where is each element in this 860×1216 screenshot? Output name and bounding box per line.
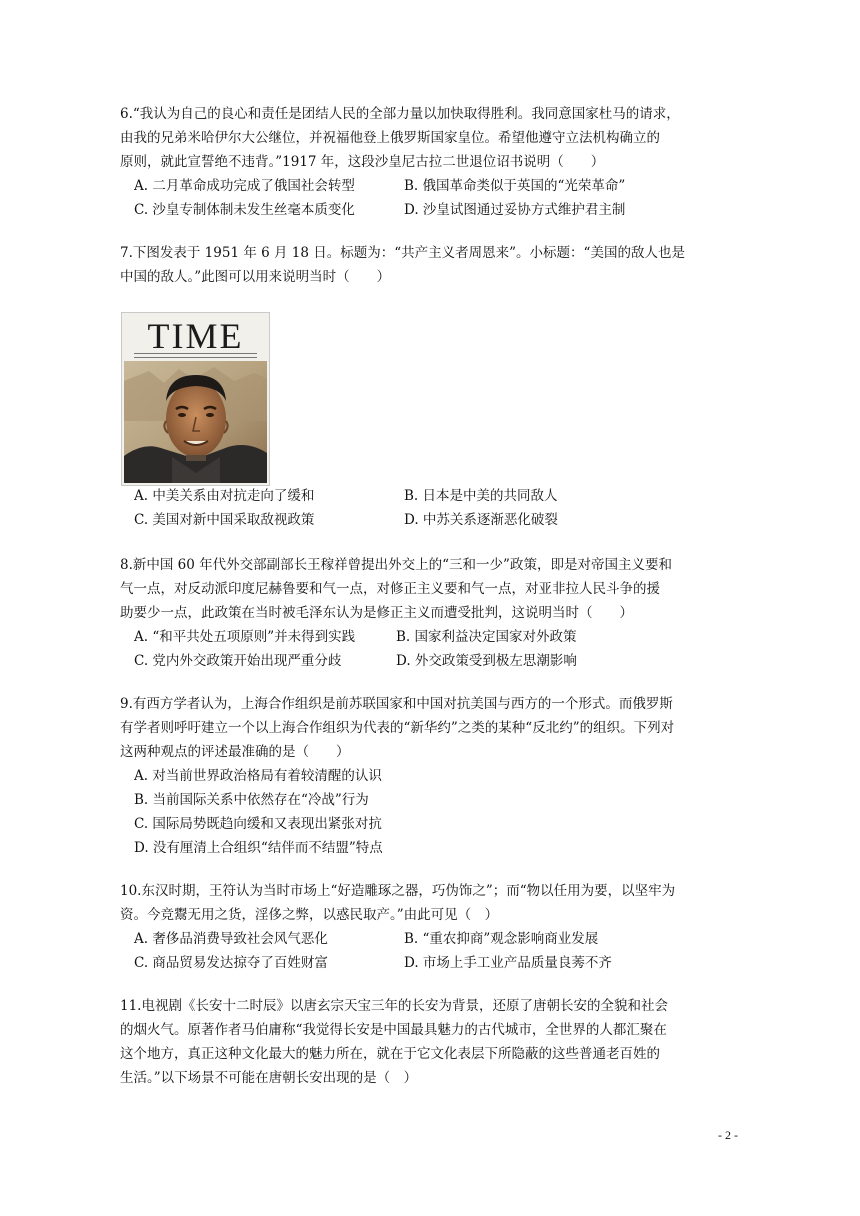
question-7-stem [120, 241, 740, 289]
question-text-line: 8.新中国 60 年代外交部副部长王稼祥曾提出外交上的“三和一少”政策，即是对帝国主义要和 [120, 557, 672, 573]
option-d[interactable]: D. 中苏关系逐渐恶化破裂 [404, 512, 558, 528]
option-c[interactable]: C. 党内外交政策开始出现严重分歧 [134, 653, 342, 669]
question-text-line: 中国的敌人。”此图可以用来说明当时（ ） [120, 269, 391, 285]
question-text-line: 有学者则呼吁建立一个以上海合作组织为代表的“新华约”之类的某种“反北约”的组织。下列对 [120, 720, 675, 736]
question-text-line: 由我的兄弟米哈伊尔大公继位，并祝福他登上俄罗斯国家皇位。希望他遵守立法机构确立的 [120, 130, 660, 146]
option-b[interactable]: B. 国家利益决定国家对外政策 [396, 629, 577, 645]
question-text-line: 的烟火气。原著作者马伯庸称“我觉得长安是中国最具魅力的古代城市，全世界的人都汇聚在 [120, 1022, 667, 1038]
option-a[interactable]: A. 二月革命成功完成了俄国社会转型 [134, 178, 355, 194]
option-c[interactable]: C. 商品贸易发达掠夺了百姓财富 [134, 955, 328, 971]
question-text-line: 10.东汉时期，王符认为当时市场上“好造雕琢之器，巧伪饰之”；而“物以任用为要，以坚牢为 [120, 883, 676, 899]
question-text-line: 气一点，对反动派印度尼赫鲁要和气一点，对修正主义要和气一点，对亚非拉人民斗争的援 [120, 581, 660, 597]
question-text-line: 生活。”以下场景不可能在唐朝长安出现的是（ ） [120, 1070, 418, 1086]
question-9-options [134, 764, 383, 860]
question-8-options [134, 625, 577, 673]
option-c[interactable]: C. 沙皇专制体制未发生丝毫本质变化 [134, 202, 355, 218]
time-masthead: TIME [147, 316, 244, 356]
question-11-stem [120, 994, 740, 1090]
question-text-line: 11.电视剧《长安十二时辰》以唐玄宗天宝三年的长安为背景，还原了唐朝长安的全貌和社会 [120, 998, 668, 1014]
masthead-rule [134, 353, 257, 358]
option-b[interactable]: B. 俄国革命类似于英国的“光荣革命” [404, 178, 626, 194]
question-6-stem [120, 102, 740, 174]
option-c[interactable]: C. 国际局势既趋向缓和又表现出紧张对抗 [134, 816, 382, 832]
question-text-line: 7.下图发表于 1951 年 6 月 18 日。标题为：“共产主义者周恩来”。小标题：“美国的敌人也是 [120, 245, 685, 261]
question-text-line: 6.“我认为自己的良心和责任是团结人民的全部力量以加快取得胜利。我同意国家杜马的请求， [120, 106, 680, 122]
question-text-line: 这两种观点的评述最准确的是（ ） [120, 744, 350, 760]
question-7-options [134, 484, 558, 532]
option-d[interactable]: D. 沙皇试图通过妥协方式维护君主制 [404, 202, 626, 218]
time-magazine-cover-image [121, 312, 270, 486]
option-a[interactable]: A. 中美关系由对抗走向了缓和 [134, 488, 315, 504]
option-b[interactable]: B. “重农抑商”观念影响商业发展 [404, 931, 599, 947]
option-c[interactable]: C. 美国对新中国采取敌视政策 [134, 512, 315, 528]
page-number: - 2 - [718, 1128, 738, 1142]
question-10-options [134, 927, 612, 975]
option-d[interactable]: D. 外交政策受到极左思潮影响 [396, 653, 577, 669]
option-d[interactable]: D. 没有厘清上合组织“结伴而不结盟”特点 [134, 840, 383, 856]
option-a[interactable]: A. “和平共处五项原则”并未得到实践 [134, 629, 356, 645]
option-b[interactable]: B. 当前国际关系中依然存在“冷战”行为 [134, 792, 369, 808]
question-8-stem [120, 553, 740, 625]
option-a[interactable]: A. 奢侈品消费导致社会风气恶化 [134, 931, 328, 947]
portrait-illustration [124, 361, 267, 483]
option-b[interactable]: B. 日本是中美的共同敌人 [404, 488, 558, 504]
question-text-line: 原则，就此宣誓绝不违背。”1917 年，这段沙皇尼古拉二世退位诏书说明（ ） [120, 154, 605, 170]
question-text-line: 9.有西方学者认为，上海合作组织是前苏联国家和中国对抗美国与西方的一个形式。而俄罗斯 [120, 696, 673, 712]
question-6-options [134, 174, 625, 222]
option-d[interactable]: D. 市场上手工业产品质量良莠不齐 [404, 955, 612, 971]
question-text-line: 这个地方，真正这种文化最大的魅力所在，就在于它文化表层下所隐蔽的这些普通老百姓的 [120, 1046, 660, 1062]
question-text-line: 资。今竞鬻无用之货，淫侈之弊，以惑民取产。”由此可见（ ） [120, 907, 499, 923]
question-text-line: 助要少一点，此政策在当时被毛泽东认为是修正主义而遭受批判，这说明当时（ ） [120, 605, 633, 621]
question-10-stem [120, 879, 740, 927]
option-a[interactable]: A. 对当前世界政治格局有着较清醒的认识 [134, 768, 382, 784]
question-9-stem [120, 692, 740, 764]
